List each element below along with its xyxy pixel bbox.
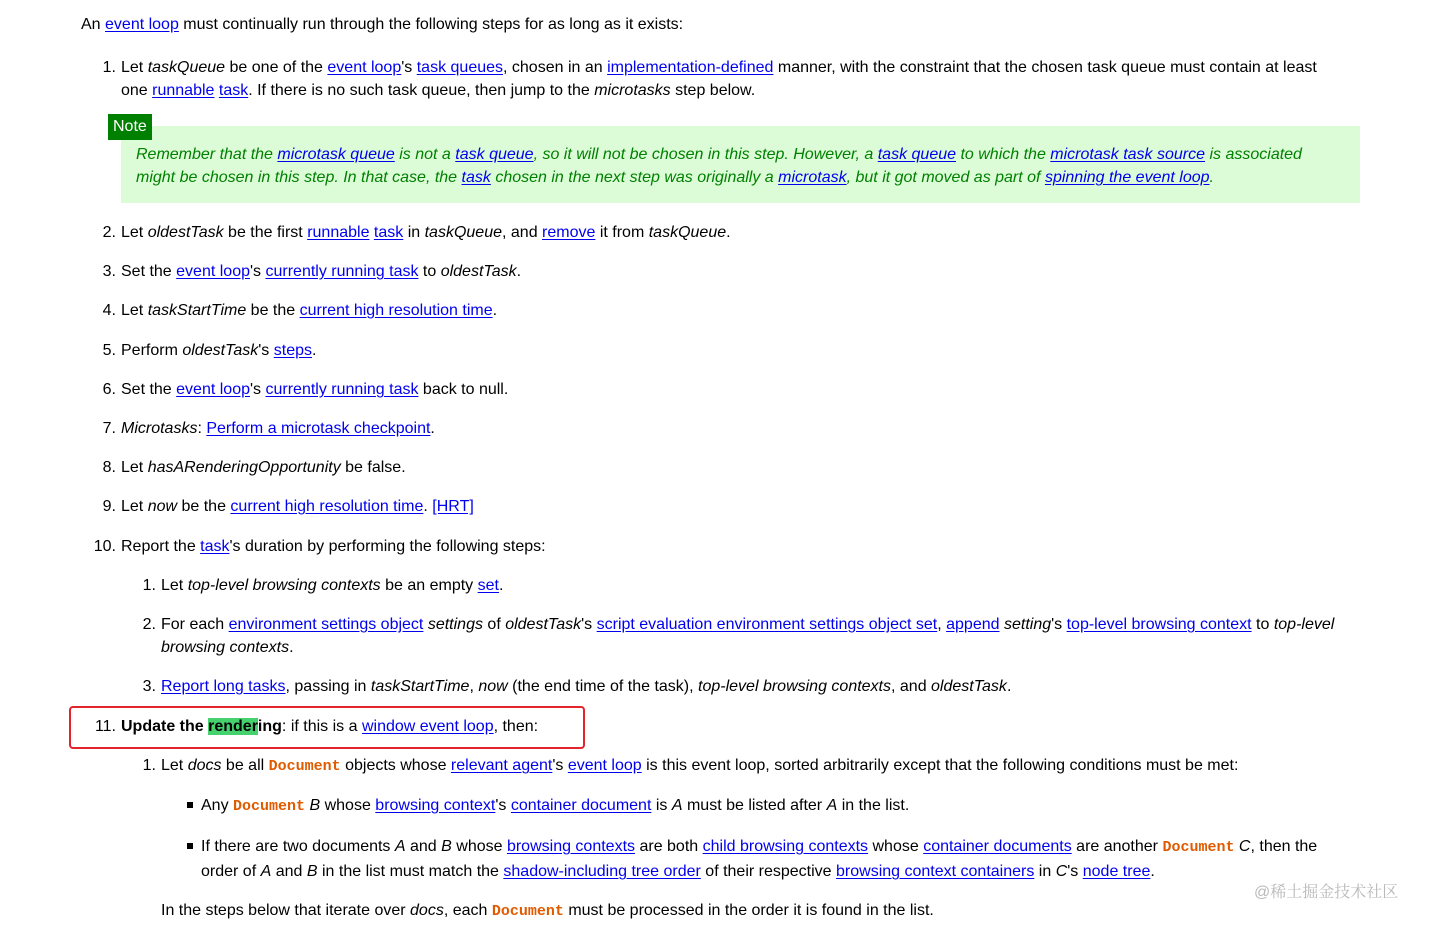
document-code[interactable]: Document [491,903,564,920]
step-2-number: 2. [102,224,116,241]
event-loop-link[interactable]: event loop [176,381,250,398]
script-evaluation-settings-set-link[interactable]: script evaluation environment settings object set [596,616,938,633]
remove-link[interactable]: remove [542,224,596,241]
document-code[interactable]: Document [1162,839,1235,856]
step-11-1-number: 1. [142,757,156,774]
step-7-text: Microtasks: Perform a microtask checkpoint. [121,420,435,437]
step-9-number: 9. [102,498,116,515]
set-link[interactable]: set [477,577,499,594]
step-5-text: Perform oldestTask's steps. [121,342,317,359]
environment-settings-object-link[interactable]: environment settings object [228,616,424,633]
child-browsing-contexts-link[interactable]: child browsing contexts [702,838,869,855]
browsing-contexts-link[interactable]: browsing contexts [506,838,636,855]
browsing-context-containers-link[interactable]: browsing context containers [836,863,1035,880]
report-long-tasks-link[interactable]: Report long tasks [161,678,286,695]
step-7-number: 7. [102,420,116,437]
step-3-number: 3. [102,263,116,280]
step-10-3-number: 3. [142,678,156,695]
currently-running-task-link[interactable]: currently running task [265,381,419,398]
task-queue-link[interactable]: task queue [877,146,957,163]
task-link[interactable]: task [218,82,249,99]
note-label: Note [108,114,152,140]
perform-microtask-checkpoint-link[interactable]: Perform a microtask checkpoint [206,420,431,437]
step-4-text: Let taskStartTime be the current high resolution time. [121,302,498,319]
step-10-2-line-1: For each environment settings object settings of oldestTask's script evaluation environment settings object set, append setting's top-level browsing context to top-level [161,616,1335,633]
shadow-including-tree-order-link[interactable]: shadow-including tree order [503,863,701,880]
step-1-line-2: one runnable task. If there is no such task queue, then jump to the microtasks step below. [121,82,756,99]
task-queues-link[interactable]: task queues [416,59,504,76]
task-link[interactable]: task [200,538,230,555]
step-3-text: Set the event loop's currently running task to oldestTask. [121,263,522,280]
step-10-2-number: 2. [142,616,156,633]
event-loop-link[interactable]: event loop [176,263,250,280]
step-4-number: 4. [102,302,116,319]
watermark: @稀土掘金技术社区 [1254,884,1399,901]
steps-link[interactable]: steps [273,342,312,359]
bullet-2-line-2: order of A and B in the list must match the shadow-including tree order of their respective browsing context containers in C's node tree. [201,863,1155,880]
step-5-number: 5. [102,342,116,359]
document-code[interactable]: Document [268,758,341,775]
task-queue-link[interactable]: task queue [455,146,534,163]
docs-order-paragraph: In the steps below that iterate over docs, each Document must be processed in the order it is found in the list. [161,902,934,920]
current-high-resolution-time-link[interactable]: current high resolution time [230,498,424,515]
top-level-browsing-context-link[interactable]: top-level browsing context [1066,616,1252,633]
step-10-3-text: Report long tasks, passing in taskStartTime, now (the end time of the task), top-level browsing contexts, and oldestTask. [161,678,1012,695]
search-highlight: render [208,718,258,735]
runnable-link[interactable]: runnable [152,82,215,99]
bullet-marker [187,802,193,808]
step-1-number: 1. [102,59,116,76]
current-high-resolution-time-link[interactable]: current high resolution time [299,302,493,319]
note-line-2: might be chosen in this step. In that case, the task chosen in the next step was originally a microtask, but it got moved as part of spinning the event loop. [136,169,1214,186]
microtask-link[interactable]: microtask [778,169,847,186]
step-6-text: Set the event loop's currently running task back to null. [121,381,509,398]
step-11-1-text: Let docs be all Document objects whose relevant agent's event loop is this event loop, sorted arbitrarily except that the following conditions must be met: [161,757,1239,775]
window-event-loop-link[interactable]: window event loop [361,718,494,735]
browsing-context-link[interactable]: browsing context [375,797,496,814]
implementation-defined-link[interactable]: implementation-defined [607,59,774,76]
bullet-1-text: Any Document B whose browsing context's container document is A must be listed after A in the list. [201,797,910,815]
step-10-number: 10. [93,538,116,555]
container-documents-link[interactable]: container documents [923,838,1072,855]
event-loop-link[interactable]: event loop [105,16,179,33]
event-loop-link[interactable]: event loop [567,757,642,774]
node-tree-link[interactable]: node tree [1082,863,1151,880]
hrt-reference-link[interactable]: [HRT] [432,498,474,515]
step-8-number: 8. [102,459,116,476]
event-loop-link[interactable]: event loop [327,59,402,76]
step-9-text: Let now be the current high resolution time. [HRT] [121,498,474,515]
step-10-text: Report the task's duration by performing the following steps: [121,538,546,555]
container-document-link[interactable]: container document [510,797,652,814]
step-11-text: Update the rendering: if this is a window event loop, then: [121,718,539,735]
note-line-1: Remember that the microtask queue is not a task queue, so it will not be chosen in this step. However, a task queue to which the microtask task source is associated [136,146,1302,163]
append-link[interactable]: append [946,616,1000,633]
document-code[interactable]: Document [233,798,306,815]
bullet-marker [187,843,193,849]
step-2-text: Let oldestTask be the first runnable task in taskQueue, and remove it from taskQueue. [121,224,731,241]
currently-running-task-link[interactable]: currently running task [265,263,419,280]
step-1-line-1: Let taskQueue be one of the event loop's task queues, chosen in an implementation-defined manner, with the constraint that the chosen task queue must contain at least [121,59,1317,76]
relevant-agent-link[interactable]: relevant agent [450,757,553,774]
spinning-the-event-loop-link[interactable]: spinning the event loop [1044,169,1210,186]
note-box [121,126,1360,203]
task-link[interactable]: task [373,224,404,241]
step-11-heading: Update the rendering [121,718,282,735]
bullet-2-line-1: If there are two documents A and B whose browsing contexts are both child browsing contexts whose container documents are another Document C, then the [201,838,1318,856]
intro-text: An event loop must continually run through the following steps for as long as it exists: [81,16,684,33]
microtask-task-source-link[interactable]: microtask task source [1050,146,1206,163]
step-10-1-text: Let top-level browsing contexts be an empty set. [161,577,504,594]
step-10-2-line-2: browsing contexts. [161,639,294,656]
step-11-number: 11. [94,718,116,735]
task-link[interactable]: task [461,169,491,186]
step-10-1-number: 1. [142,577,156,594]
step-6-number: 6. [102,381,116,398]
microtask-queue-link[interactable]: microtask queue [277,146,395,163]
runnable-link[interactable]: runnable [307,224,370,241]
step-8-text: Let hasARenderingOpportunity be false. [121,459,406,476]
